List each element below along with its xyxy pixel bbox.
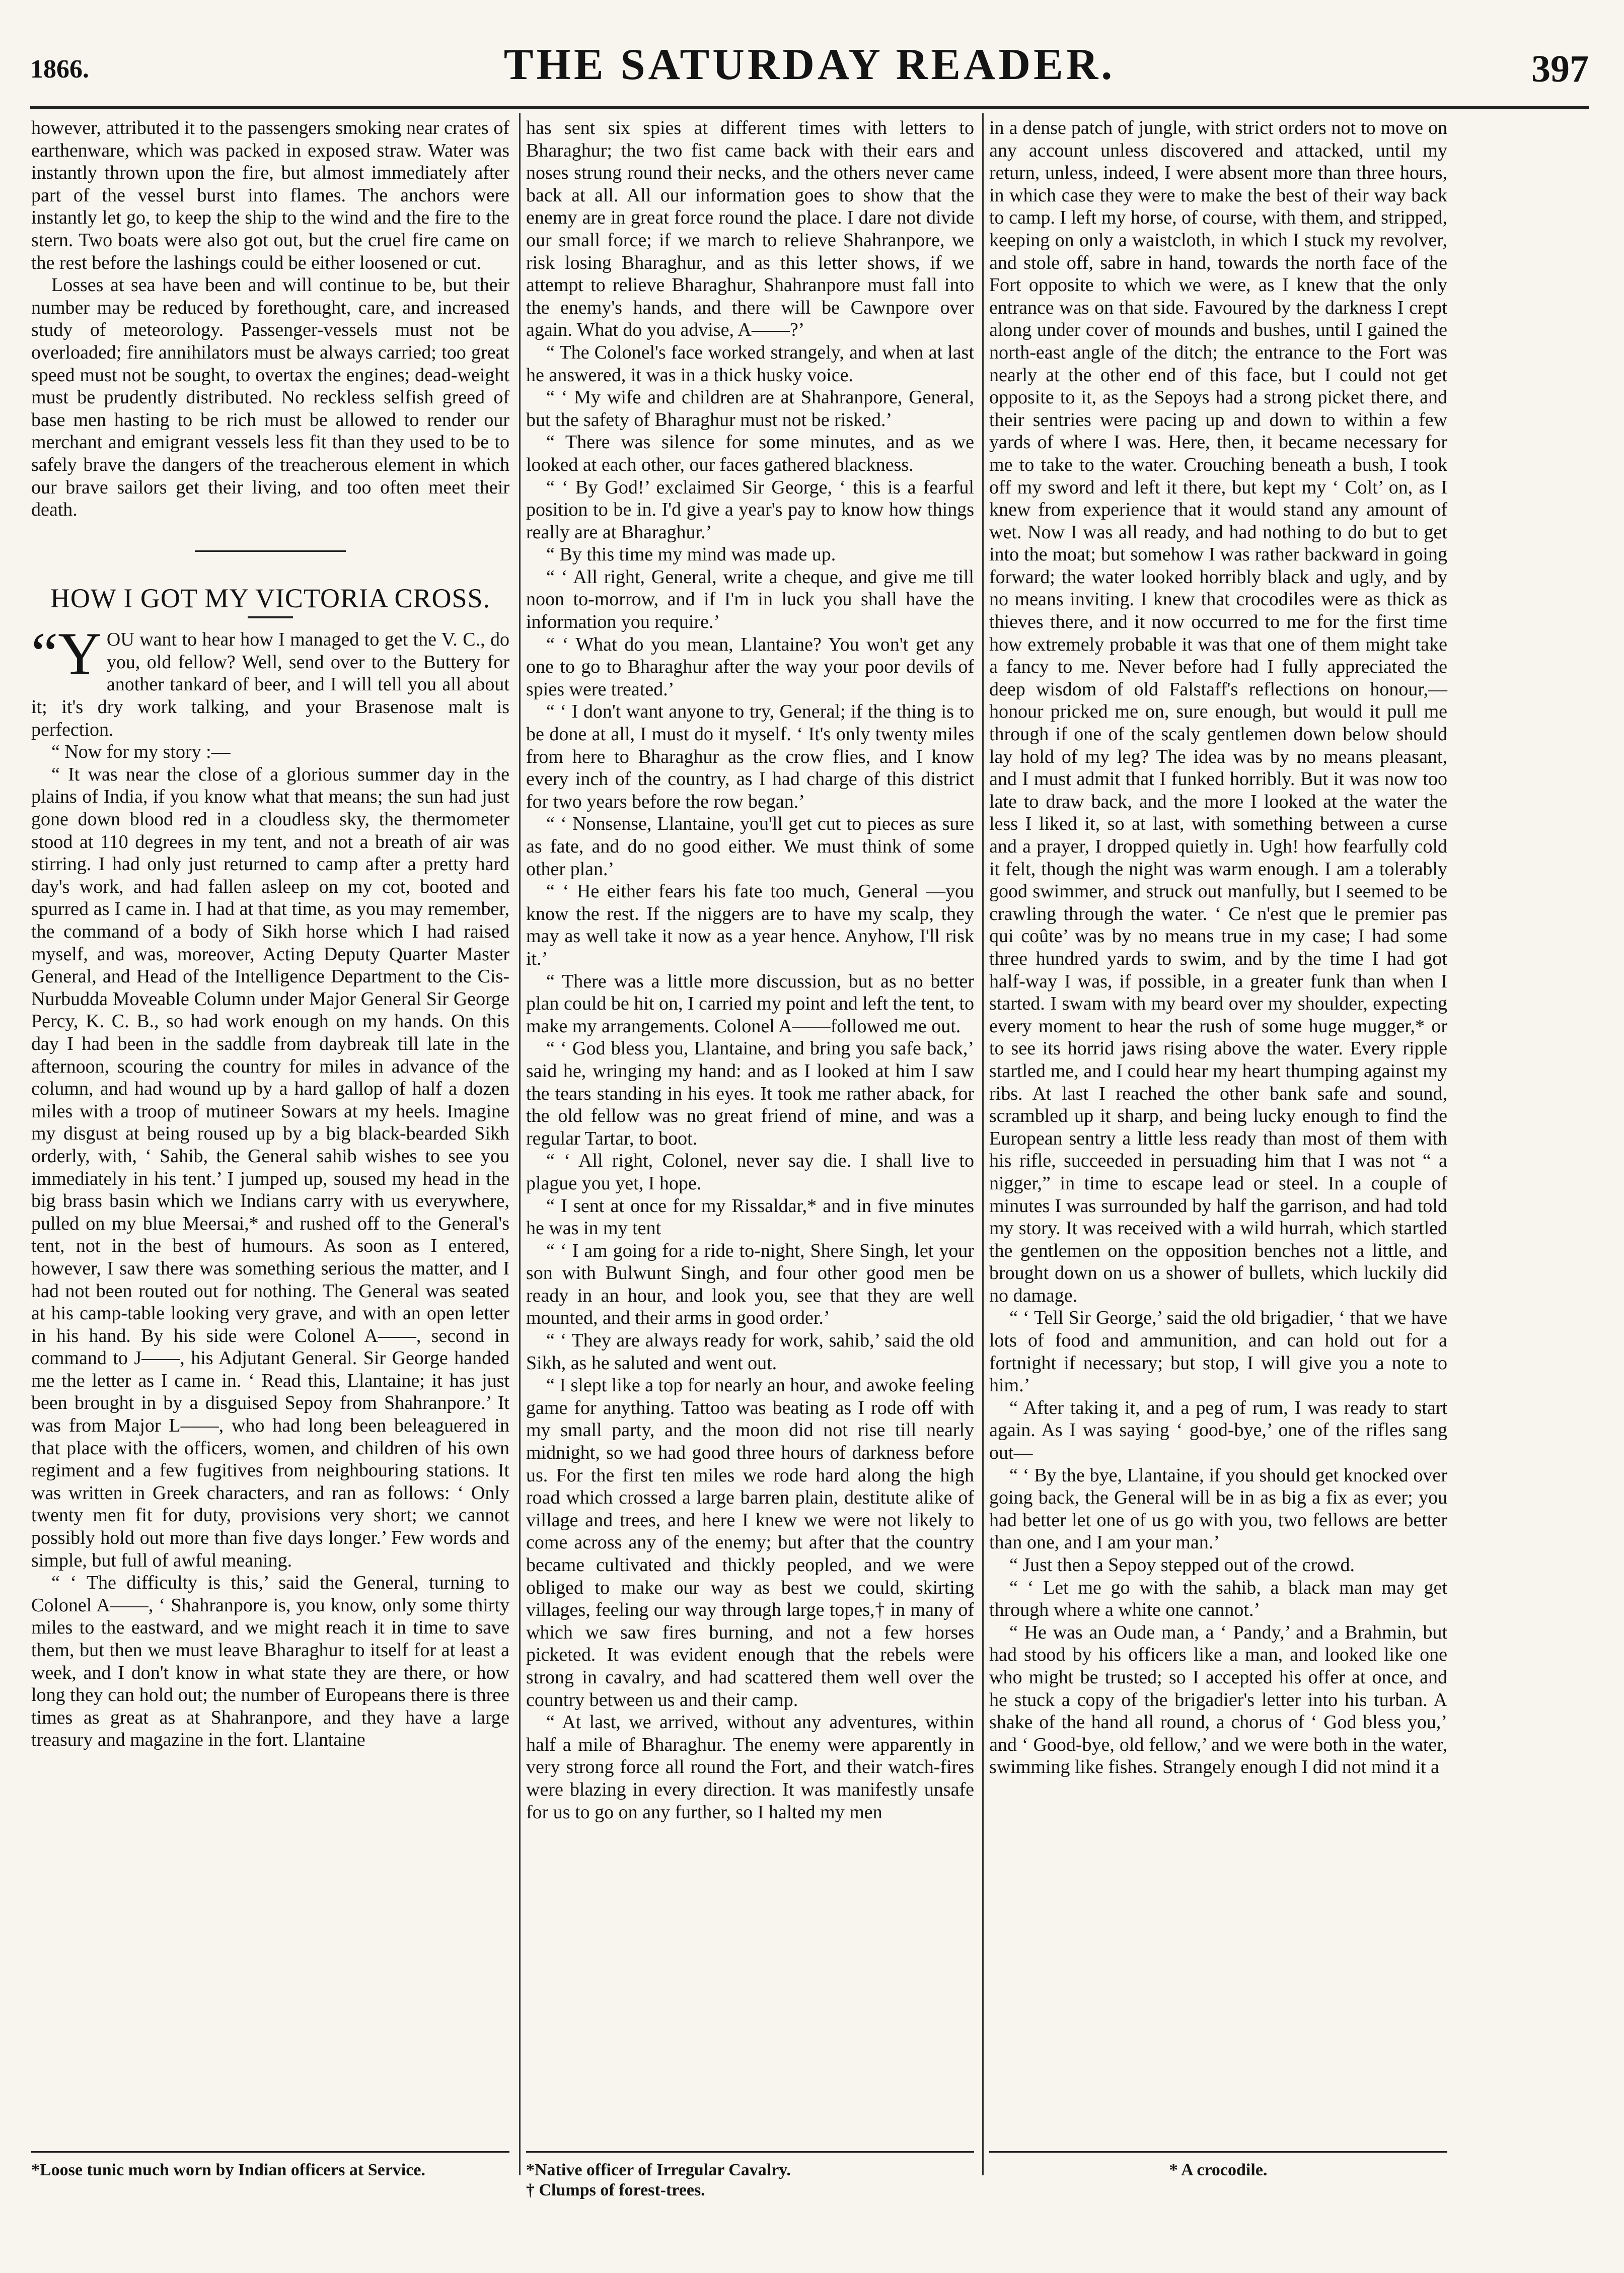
col3-paragraph: “ After taking it, and a peg of rum, I was ready to start again. As I was saying ‘ good-bye,’ one of the rifles sang out— (989, 1397, 1447, 1464)
col2-paragraph: “ ‘ Nonsense, Llantaine, you'll get cut to pieces as sure as fate, and do no good either. We must think of some other plan.’ (526, 813, 974, 880)
col2-paragraph: “ ‘ I am going for a ride to-night, Shere Singh, let your son with Bulwunt Singh, and four other good men be ready in an hour, and look you, see that they are well mounted, and their arms in good order.’ (526, 1240, 974, 1329)
newspaper-title: THE SATURDAY READER. (503, 40, 1116, 89)
column-3 (989, 117, 1447, 1779)
col2-paragraph: “ ‘ What do you mean, Llantaine? You won't get any one to go to Bharaghur after the way your poor devils of spies were treated.’ (526, 633, 974, 700)
col2-paragraph: “ There was silence for some minutes, and as we looked at each other, our faces gathered blackness. (526, 432, 974, 475)
drop-cap: “Y (31, 620, 102, 687)
col2-paragraph: “ ‘ My wife and children are at Shahranpore, General, but the safety of Bharaghur must not be risked.’ (526, 387, 974, 431)
footnote-rule-2 (526, 2151, 974, 2153)
col3-paragraph: in a dense patch of jungle, with strict orders not to move on any account unless discovered and attacked, until my return, unless, indeed, I were absent more than three hours, in which case they were to make the best of their way back to camp. I left my horse, of course, with them, and stripped, keeping on only a waistcloth, in which I stuck my revolver, and stole off, sabre in hand, towards the north face of the Fort opposite to which we were, as I knew that the only entrance was on that side. Favoured by the darkness I crept along under cover of mounds and bushes, until I gained the north-east angle of the ditch; the entrance to the Fort was nearly at the other end of this face, but I could not get opposite to it, as the Sepoys had a strong picket there, and their sentries were pacing up and down to within a few yards of where I was. Here, then, it became necessary for me to take to the water. Crouching beneath a bush, I took off my sword and left it there, but kept my ‘ Colt’ on, as I knew from experience that it would stand any amount of wet. Now I was all ready, and had nothing to do but to get into the moat; but somehow I was rather backward in going forward; the water looked horribly black and ugly, and by no means inviting. I knew that crocodiles were as thick as thieves there, and it now occurred to me for the first time how extremely probable it was that one of them might take a fancy to me. Never before had I fully appreciated the deep wisdom of old Falstaff's reflections on honour,—honour pricked me on, sure enough, but would it pull me through if one of the scaly gentlemen down below should lay hold of my leg? The idea was by no means pleasant, and I must admit that I funked horribly. But it was now too late to draw back, and the more I looked at the water the less I liked it, so at last, with something between a curse and a prayer, I dropped quietly in. Ugh! how fearfully cold it felt, though the night was warm enough. I am a tolerably good swimmer, and struck out manfully, but I seemed to be crawling through the water. ‘ Ce n'est que le premier pas qui coûte’ was by no means true in my case; I had some three hundred yards to swim, and by the time I had got half-way I was, if possible, in a greater funk than when I started. I swam with my beard over my shoulder, expecting every moment to hear the rush of some huge mugger,* or to see its horrid jaws rising above the water. Every ripple startled me, and I could hear my heart thumping against my ribs. At last I reached the other bank safe and sound, scrambled up it sharp, and being lucky enough to find the European sentry a little less ready than most of them with his rifle, succeeded in persuading him that I was not “ a nigger,” in time to escape lead or steel. In a couple of minutes I was surrounded by half the garrison, and had told my story. It was received with a wild hurrah, which startled the gentlemen on the opposition benches not a little, and brought down on us a shower of bullets, which luckily did no damage. (989, 117, 1447, 1306)
col1-paragraph: however, attributed it to the passengers smoking near crates of earthenware, which was packed in exposed straw. Water was instantly thrown upon the fire, but almost immediately after part of the vessel burst into flames. The anchors were instantly let go, to keep the ship to the wind and the fire to the stern. Two boats were also got out, but the cruel fire came on the rest before the lashings could be either loosened or cut. (31, 117, 509, 273)
col2-paragraph: “ ‘ By God!’ exclaimed Sir George, ‘ this is a fearful position to be in. I'd give a year's pay to know how things really are at Bharaghur.’ (526, 476, 974, 543)
col3-paragraph: “ He was an Oude man, a ‘ Pandy,’ and a Brahmin, but had stood by his officers like a man, and looked like one who might be trusted; so I accepted his offer at once, and he stuck a copy of the brigadier's letter into his turban. A shake of the hand all round, a chorus of ‘ God bless you,’ and ‘ Good-bye, old fellow,’ and we were both in the water, swimming like fishes. Strangely enough I did not mind it a (989, 1621, 1447, 1778)
footnote-rule-3 (989, 2151, 1447, 2153)
col1-paragraph: “ ‘ The difficulty is this,’ said the General, turning to Colonel A——, ‘ Shahranpore is, you know, only some thirty miles to the eastward, and we might reach it in time to save them, but then we must leave Bharaghur to itself for at least a week, and I don't know in what state they are there, or how long they can hold out; the number of Europeans there is three times as great as at Shahranpore, and they have a large treasury and magazine in the fort. Llantaine (31, 1572, 509, 1751)
heading-underline (248, 616, 293, 618)
column-rule-2 (982, 113, 984, 2175)
col2-paragraph: “ ‘ They are always ready for work, sahib,’ said the old Sikh, as he saluted and went out. (526, 1330, 974, 1374)
col2-paragraph: “ ‘ All right, Colonel, never say die. I shall live to plague you yet, I hope. (526, 1150, 974, 1194)
footnote-2: *Native officer of Irregular Cavalry. † Clumps of forest-trees. (526, 2161, 791, 2199)
col3-paragraph: “ ‘ Let me go with the sahib, a black man may get through where a white one cannot.’ (989, 1577, 1447, 1621)
column-rule-1 (519, 113, 521, 2175)
col2-paragraph: “ ‘ God bless you, Llantaine, and bring you safe back,’ said he, wringing my hand: and as I looked at him I saw the tears standing in his eyes. It took me rather aback, for the old fellow was no great friend of mine, and was a regular Tartar, to boot. (526, 1038, 974, 1149)
col1-paragraph: Losses at sea have been and will continue to be, but their number may be reduced by forethought, care, and increased study of meteorology. Passenger-vessels must not be overloaded; fire annihilators must be always carried; too great speed must not be sought, to overtax the engines; dead-weight must be prudently distributed. No reckless selfish greed of base men hasting to be rich must be allowed to render our merchant and emigrant vessels less fit than they used to be to safely brave the dangers of the treacherous element in which our brave sailors get their living, and too often meet their death. (31, 274, 509, 521)
col2-paragraph: “ There was a little more discussion, but as no better plan could be hit on, I carried my point and left the tent, to make my arrangements. Colonel A——followed me out. (526, 970, 974, 1037)
column-2 (526, 117, 974, 1823)
col3-paragraph: “ ‘ By the bye, Llantaine, if you should get knocked over going back, the General will be in as big a fix as ever; you had better let one of us go with you, two fellows are better than one, and I am your man.’ (989, 1464, 1447, 1553)
col3-paragraph: “ ‘ Tell Sir George,’ said the old brigadier, ‘ that we have lots of food and ammunition, and can hold out for a fortnight if necessary; but stop, I will give you a note to him.’ (989, 1307, 1447, 1396)
col2-paragraph: “ By this time my mind was made up. (546, 544, 836, 565)
col3-paragraph: “ Just then a Sepoy stepped out of the crowd. (1009, 1554, 1355, 1576)
col2-paragraph: “ ‘ I don't want anyone to try, General; if the thing is to be done at all, I must do it myself. ‘ It's only twenty miles from here to Bharaghur as the crow flies, and I know every inch of the country, as I had charge of this district for two years before the row began.’ (526, 701, 974, 812)
article-heading: HOW I GOT MY VICTORIA CROSS. (50, 583, 491, 613)
col2-paragraph: has sent six spies at different times with letters to Bharaghur; the two fist came back with their ears and noses strung round their necks, and the others never came back at all. All our information goes to show that the enemy are in great force round the place. I dare not divide our small force; if we march to relieve Shahranpore, we risk losing Bharaghur, and as this letter shows, if we attempt to relieve Bharaghur, Shahranpore must fall into the enemy's hands, and there will be Cawnpore over again. What do you advise, A——?’ (526, 117, 974, 341)
page-header (30, 39, 1589, 100)
footnote-rule-1 (31, 2151, 509, 2153)
col2-paragraph: “ I slept like a top for nearly an hour, and awoke feeling game for anything. Tattoo was beating as I rode off with my small party, and the moon did not rise till nearly midnight, so we had good three hours of darkness before us. For the first ten miles we rode hard along the high road which crossed a large barren plain, destitute alike of village and trees, and here I knew we were not likely to come across any of the enemy; but after that the country became cultivated and thickly peopled, and we were obliged to make our way as best we could, skirting villages, feeling our way through large topes,† in many of which we saw fires burning, and not a few horses picketed. It was evident enough that the rebels were strong in cavalry, and had scattered them well over the country between us and their camp. (526, 1375, 974, 1711)
header-year: 1866. (30, 55, 89, 84)
footnote-1: *Loose tunic much worn by Indian officers at Service. (31, 2161, 425, 2179)
footnote-3: * A crocodile. (1169, 2161, 1268, 2179)
col2-paragraph: “ At last, we arrived, without any adventures, within half a mile of Bharaghur. The enemy were apparently in very strong force all round the Fort, and their watch-fires were blazing in every direction. It was manifestly unsafe for us to go on any further, so I halted my men (526, 1712, 974, 1823)
col2-paragraph: “ I sent at once for my Rissaldar,* and in five minutes he was in my tent (526, 1195, 974, 1239)
column-1 (31, 117, 509, 1751)
page-number: 397 (1531, 48, 1589, 90)
section-separator (195, 550, 346, 552)
col2-paragraph: “ ‘ All right, General, write a cheque, and give me till noon to-morrow, and if I'm in luck you shall have the information you require.’ (526, 566, 974, 633)
col2-paragraph: “ ‘ He either fears his fate too much, General —you know the rest. If the niggers are to have my scalp, they may as well take it now as a year hence. Anyhow, I'll risk it.’ (526, 881, 974, 969)
col1-paragraph: “ Now for my story :— (51, 741, 231, 763)
header-rule (30, 106, 1589, 109)
col1-opening-paragraph: “YOU want to hear how I managed to get the V. C., do you, old fellow? Well, send over to the Buttery for another tankard of beer, and I will tell you all about it; it's dry work talking, and your Brasenose malt is perfection. (31, 620, 509, 740)
col2-paragraph: “ The Colonel's face worked strangely, and when at last he answered, it was in a thick husky voice. (526, 341, 974, 386)
col1-paragraph: “ It was near the close of a glorious summer day in the plains of India, if you know what that means; the sun had just gone down blood red in a cloudless sky, the thermometer stood at 110 degrees in my tent, and not a breath of air was stirring. I had only just returned to camp after a pretty hard day's work, and had fallen asleep on my cot, booted and spurred as I came in. I had at that time, as you may remember, the command of a body of Sikh horse which I had raised myself, and was, moreover, Acting Deputy Quarter Master General, and Head of the Intelligence Department to the Cis-Nurbudda Moveable Column under Major General Sir George Percy, K. C. B., so had work enough on my hands. On this day I had been in the saddle from daybreak till late in the afternoon, scouring the country for miles in advance of the column, and had wound up by a hard gallop of half a dozen miles with a troop of mutineer Sowars at my heels. Imagine my disgust at being roused up by a big black-bearded Sikh orderly, with, ‘ Sahib, the General sahib wishes to see you immediately in his tent.’ I jumped up, soused my head in the big brass basin which we Indians carry with us everywhere, pulled on my blue Meersai,* and rushed off to the General's tent, not in the best of humours. As soon as I entered, however, I saw there was something serious the matter, and I had not been routed out for nothing. The General was seated at his camp-table looking very grave, and with an open letter in his hand. By his side were Colonel A——, second in command to J——, his Adjutant General. Sir George handed me the letter as I came in. ‘ Read this, Llantaine; it has just been brought in by a disguised Sepoy from Shahranpore.’ It was from Major L——, who had long been beleaguered in that place with the officers, women, and children of his own regiment and a few fugitives from neighbouring stations. It was written in Greek characters, and ran as follows: ‘ Only twenty men fit for duty, provisions very short; we cannot possibly hold out more than five days longer.’ Few words and simple, but full of awful meaning. (31, 763, 509, 1571)
